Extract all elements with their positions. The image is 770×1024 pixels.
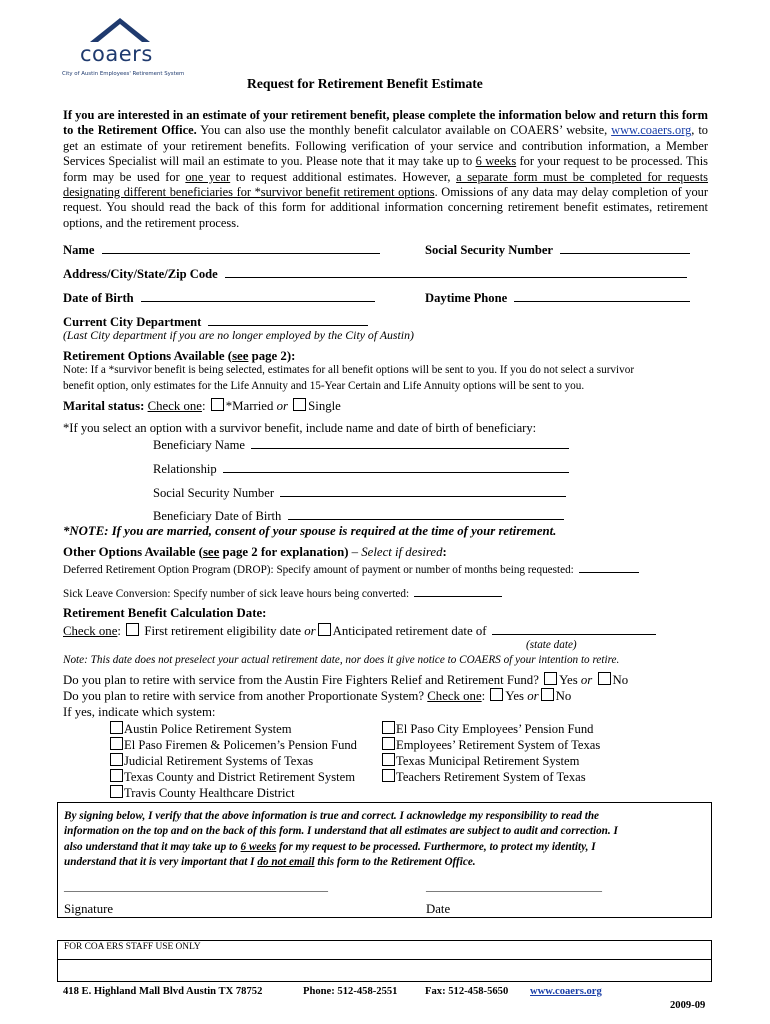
fire-no-checkbox[interactable] (598, 672, 611, 685)
relationship-row (153, 460, 569, 477)
single-label: Single (308, 399, 341, 413)
sick-leave-row (63, 586, 502, 602)
first-eligibility-checkbox[interactable] (126, 623, 139, 636)
beneficiary-ssn-row (153, 484, 566, 501)
marital-or: or (276, 399, 288, 413)
verification-line-3b: for my request to be processed. Furthermore, to protect my identity, I (276, 840, 596, 853)
proportionate-question-text: Do you plan to retire with service from another Proportionate System? (63, 689, 425, 703)
relationship-field[interactable] (223, 460, 569, 473)
prop-or: or (527, 689, 539, 703)
ssn-field[interactable] (560, 241, 690, 254)
intro-text-4: to request additional estimates. However, (230, 169, 457, 184)
fire-fighters-question (63, 672, 628, 688)
signature-field[interactable]: ________________________________________________ (64, 881, 328, 893)
calc-row: Check one: First retirement eligibility date or Anticipated retirement date of (63, 622, 656, 639)
prop-yes-checkbox[interactable] (490, 688, 503, 701)
marital-label: Marital status: (63, 399, 145, 413)
six-weeks: 6 weeks (475, 154, 517, 169)
footer-website-link[interactable]: www.coaers.org (530, 986, 602, 997)
verification-line-4 (64, 855, 618, 870)
options-note-1: Note: If a *survivor benefit is being selected, estimates for all benefit options will be sent to you. If you do not select a survivor (63, 364, 635, 376)
drop-field[interactable] (579, 562, 639, 573)
calc-check-one: Check one (63, 624, 118, 638)
intro-text-5: . Omissions of any data may delay completion of your request. You should read the back of this form for additional information concerning retirement benefit estimates, retirement options, and the retirement process. (63, 185, 708, 230)
phone-label: Daytime Phone (425, 291, 508, 305)
name-label: Name (63, 243, 95, 257)
verification-line-4b: this form to the Retirement Office. (314, 856, 476, 869)
indicate-system: If yes, indicate which system: (63, 705, 216, 719)
verification-six-weeks: 6 weeks (240, 840, 277, 853)
first-eligibility-label: First retirement eligibility date (144, 624, 302, 638)
system-checkbox[interactable] (382, 721, 395, 734)
staff-use-box (57, 940, 712, 982)
intro-text-1: You can also use the monthly benefit calculator available on COAERS’ website, (196, 123, 612, 138)
fire-yes-label: Yes (559, 673, 578, 687)
dept-label: Current City Department (63, 315, 202, 329)
date-label: Date (426, 902, 451, 916)
staff-use-divider (58, 959, 711, 960)
options-heading-text: Retirement Options Available ( (63, 349, 233, 363)
beneficiary-dob-label: Beneficiary Date of Birth (153, 509, 282, 523)
verification-line-2: information on the top and on the back of this form. I understand that all estimates are subject to audit and correction. I (64, 825, 618, 838)
beneficiary-ssn-field[interactable] (280, 484, 566, 497)
prop-yes-label: Yes (505, 689, 525, 703)
fire-yes-checkbox[interactable] (544, 672, 557, 685)
single-checkbox[interactable] (293, 398, 306, 411)
name-field[interactable] (102, 241, 380, 254)
signature-label: Signature (64, 902, 114, 916)
beneficiary-dob-field[interactable] (288, 507, 564, 520)
calc-note: Note: This date does not preselect your actual retirement date, nor does it give notice to COAERS of your intention to retire. (63, 654, 620, 666)
phone-row (425, 289, 690, 306)
verification-line-1: By signing below, I verify that the above information is true and correct. I acknowledge my responsibility to read the (64, 810, 600, 822)
other-see: see (202, 545, 220, 559)
do-not-email: do not email (257, 856, 315, 869)
system-label: Travis County Healthcare District (124, 786, 295, 800)
dept-note: (Last City department if you are no longer employed by the City of Austin) (63, 328, 414, 342)
house-roof-icon (62, 14, 172, 44)
logo-tagline: City of Austin Employees' Retirement System (62, 71, 185, 77)
system-label: Texas Municipal Retirement System (396, 754, 580, 768)
anticipated-date-checkbox[interactable] (318, 623, 331, 636)
proportionate-check-one: Check one (427, 689, 482, 703)
date-field[interactable]: ________________________________ (426, 881, 602, 893)
proportionate-question: Do you plan to retire with service from another Proportionate System? Check one: Yes or No (63, 689, 572, 703)
intro-bold: If you are interested in an estimate of your retirement benefit, please complete the information below and return this form to the Retirement Office. (63, 108, 708, 138)
fire-fighters-question-text: Do you plan to retire with service from the Austin Fire Fighters Relief and Retirement Fund? (63, 673, 539, 687)
sick-leave-label: Sick Leave Conversion: Specify number of sick leave hours being converted: (63, 588, 410, 600)
one-year: one year (185, 169, 231, 184)
staff-use-label: FOR COA ERS STAFF USE ONLY (64, 942, 201, 952)
system-right-1 (382, 737, 600, 753)
prop-no-checkbox[interactable] (541, 688, 554, 701)
system-checkbox[interactable] (382, 769, 395, 782)
state-date-hint: (state date) (526, 639, 577, 651)
relationship-label: Relationship (153, 462, 217, 476)
beneficiary-name-label: Beneficiary Name (153, 438, 245, 452)
logo-wordmark: coaers (80, 42, 153, 66)
options-heading (63, 348, 295, 364)
address-row (63, 265, 687, 282)
system-right-3 (382, 769, 586, 785)
dob-field[interactable] (141, 289, 375, 302)
footer-phone: Phone: 512-458-2551 (303, 986, 398, 997)
system-left-3 (110, 769, 355, 785)
beneficiary-dob-row (153, 507, 564, 524)
marital-colon: : (201, 399, 206, 413)
beneficiary-name-row (153, 436, 569, 453)
options-see: see (232, 349, 249, 363)
ssn-label: Social Security Number (425, 243, 553, 257)
address-field[interactable] (225, 265, 687, 278)
intro-paragraph (63, 108, 708, 231)
other-heading-mid: page 2 for explanation) (219, 545, 349, 559)
drop-row (63, 562, 639, 578)
dept-field[interactable] (208, 313, 368, 326)
system-left-1 (110, 737, 357, 753)
revision-date: 2009-09 (670, 1000, 706, 1011)
other-dash: – (348, 545, 362, 559)
system-label: Judicial Retirement Systems of Texas (124, 754, 314, 768)
address-label: Address/City/State/Zip Code (63, 267, 218, 281)
beneficiary-ssn-label: Social Security Number (153, 486, 275, 500)
ssn-row (425, 241, 690, 258)
married-checkbox[interactable] (211, 398, 224, 411)
married-label: *Married (225, 399, 274, 413)
footer-fax: Fax: 512-458-5650 (425, 986, 509, 997)
system-left-4 (110, 785, 295, 801)
signature-box (57, 802, 712, 918)
system-label: Texas County and District Retirement System (124, 770, 356, 784)
other-options-heading: Other Options Available (see page 2 for explanation) – Select if desired: (63, 545, 447, 559)
intro-text-3: for your request to be processed. This form may be used for (63, 154, 708, 184)
marital-check-one: Check one (147, 399, 202, 413)
coaers-logo (62, 14, 185, 84)
intro-text-2: , to get an estimate of your retirement benefits. Following verification of your service and contribution information, a Member Services Specialist will mail an estimate to you. Please note that it may take up to (63, 123, 708, 169)
phone-field[interactable] (514, 289, 690, 302)
fire-or: or (580, 673, 593, 687)
footer-address: 418 E. Highland Mall Blvd Austin TX 78752 (63, 986, 263, 997)
anticipated-date-field[interactable] (492, 622, 656, 635)
website-link[interactable]: www.coaers.org (611, 123, 692, 138)
other-heading-text: Other Options Available ( (63, 545, 203, 559)
system-checkbox[interactable] (110, 769, 123, 782)
spouse-consent-note: *NOTE: If you are married, consent of your spouse is required at the time of your retirement. (63, 524, 557, 538)
separate-form-note: a separate form must be completed for requests designating different beneficiaries for *survivor benefit retirement options (63, 169, 709, 200)
system-left-0 (110, 721, 292, 737)
system-left-2 (110, 753, 313, 769)
system-checkbox[interactable] (382, 737, 395, 750)
system-right-2 (382, 753, 579, 769)
system-label: Austin Police Retirement System (124, 722, 292, 736)
verification-line-3 (64, 840, 618, 855)
options-heading-end: page 2): (248, 349, 296, 363)
system-checkbox[interactable] (110, 753, 123, 766)
form-title: Request for Retirement Benefit Estimate (247, 76, 483, 91)
system-label: El Paso City Employees’ Pension Fund (396, 722, 594, 736)
other-select: Select if desired (361, 545, 443, 559)
dob-label: Date of Birth (63, 291, 134, 305)
drop-label: Deferred Retirement Option Program (DROP): Specify amount of payment or number of months being requested: (63, 564, 574, 576)
system-label: Employees’ Retirement System of Texas (396, 738, 601, 752)
verification-statement (64, 809, 618, 871)
prop-no-label: No (555, 689, 572, 703)
system-label: El Paso Firemen & Policemen’s Pension Fund (124, 738, 357, 752)
verification-line-3a: also understand that it may take up to (64, 840, 241, 853)
anticipated-date-label: Anticipated retirement date of (332, 624, 487, 638)
calc-or: or (304, 624, 316, 638)
sick-leave-field[interactable] (414, 586, 502, 597)
system-checkbox[interactable] (110, 721, 123, 734)
name-row (63, 241, 380, 258)
system-checkbox[interactable] (110, 785, 123, 798)
fire-no-label: No (612, 673, 629, 687)
survivor-intro: *If you select an option with a survivor benefit, include name and date of birth of beneficiary: (63, 421, 537, 435)
calc-heading: Retirement Benefit Calculation Date: (63, 606, 267, 620)
verification-line-4a: understand that it is very important that I (64, 856, 258, 869)
system-right-0 (382, 721, 593, 737)
dob-row (63, 289, 375, 306)
system-label: Teachers Retirement System of Texas (396, 770, 586, 784)
options-note-2: benefit option, only estimates for the Life Annuity and 15-Year Certain and Life Annuity options will be sent to you. (63, 380, 585, 392)
beneficiary-name-field[interactable] (251, 436, 569, 449)
system-checkbox[interactable] (382, 753, 395, 766)
marital-row (63, 398, 341, 414)
system-checkbox[interactable] (110, 737, 123, 750)
